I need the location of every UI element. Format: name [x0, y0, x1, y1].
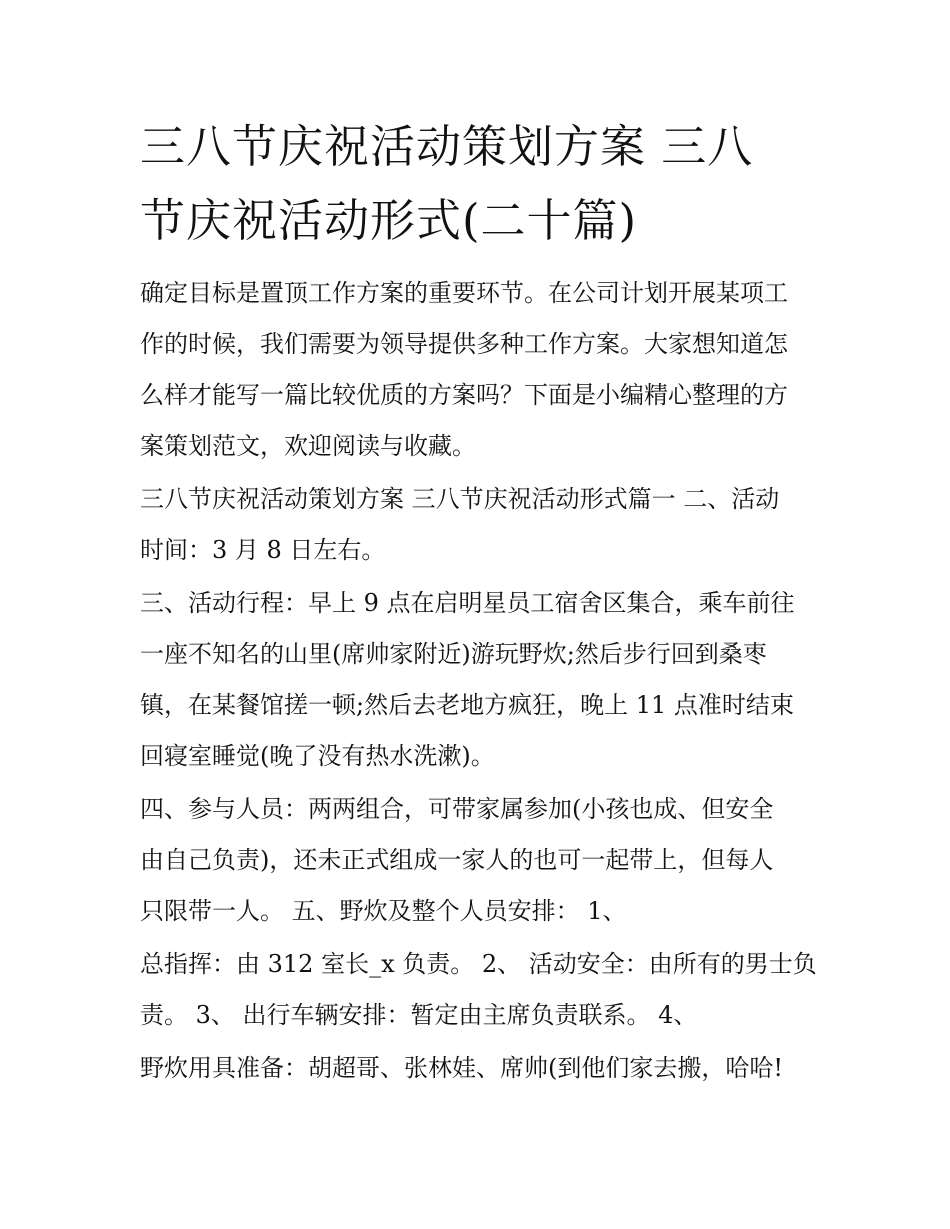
text-line: 只限带一人。 五、野炊及整个人员安排： 1、 [140, 897, 627, 925]
text-line: 么样才能写一篇比较优质的方案吗？下面是小编精心整理的方 [140, 381, 788, 409]
text-line: 镇，在某餐馆搓一顿;然后去老地方疯狂，晚上 11 点准时结束 [140, 691, 794, 719]
document-page [140, 110, 815, 1094]
text-line: 四、参与人员：两两组合，可带家属参加(小孩也成、但安全 [140, 795, 774, 823]
section-itinerary-paragraph [140, 578, 815, 782]
text-line: 责。 3、 出行车辆安排：暂定由主席负责联系。 4、 [140, 1001, 698, 1029]
text-line: 一座不知名的山里(席帅家附近)游玩野炊;然后步行回到桑枣 [140, 640, 767, 668]
title-line: 三八节庆祝活动策划方案 三八 [140, 120, 754, 173]
text-line: 确定目标是置顶工作方案的重要环节。在公司计划开展某项工 [140, 279, 788, 307]
text-line: 三八节庆祝活动策划方案 三八节庆祝活动形式篇一 二、活动 [140, 485, 780, 513]
text-line: 时间：3 月 8 日左右。 [140, 536, 386, 564]
text-line: 由自己负责)，还未正式组成一家人的也可一起带上，但每人 [140, 846, 774, 874]
text-line: 三、活动行程：早上 9 点在启明星员工宿舍区集合，乘车前往 [140, 589, 795, 617]
text-line: 回寝室睡觉(晚了没有热水洗漱)。 [140, 742, 495, 770]
intro-paragraph [140, 268, 815, 472]
text-line: 野炊用具准备：胡超哥、张林娃、席帅(到他们家去搬，哈哈! [140, 1054, 784, 1082]
section-assignments-paragraph [140, 939, 815, 1041]
section-equipment-paragraph [140, 1043, 815, 1094]
section-participants-paragraph [140, 784, 815, 937]
text-line: 案策划范文，欢迎阅读与收藏。 [140, 432, 476, 460]
title-line: 节庆祝活动形式(二十篇) [140, 194, 638, 247]
text-line: 作的时候，我们需要为领导提供多种工作方案。大家想知道怎 [140, 330, 788, 358]
document-title [140, 110, 815, 258]
text-line: 总指挥：由 312 室长_x 负责。 2、 活动安全：由所有的男士负 [140, 950, 817, 978]
section-time-paragraph [140, 474, 815, 576]
